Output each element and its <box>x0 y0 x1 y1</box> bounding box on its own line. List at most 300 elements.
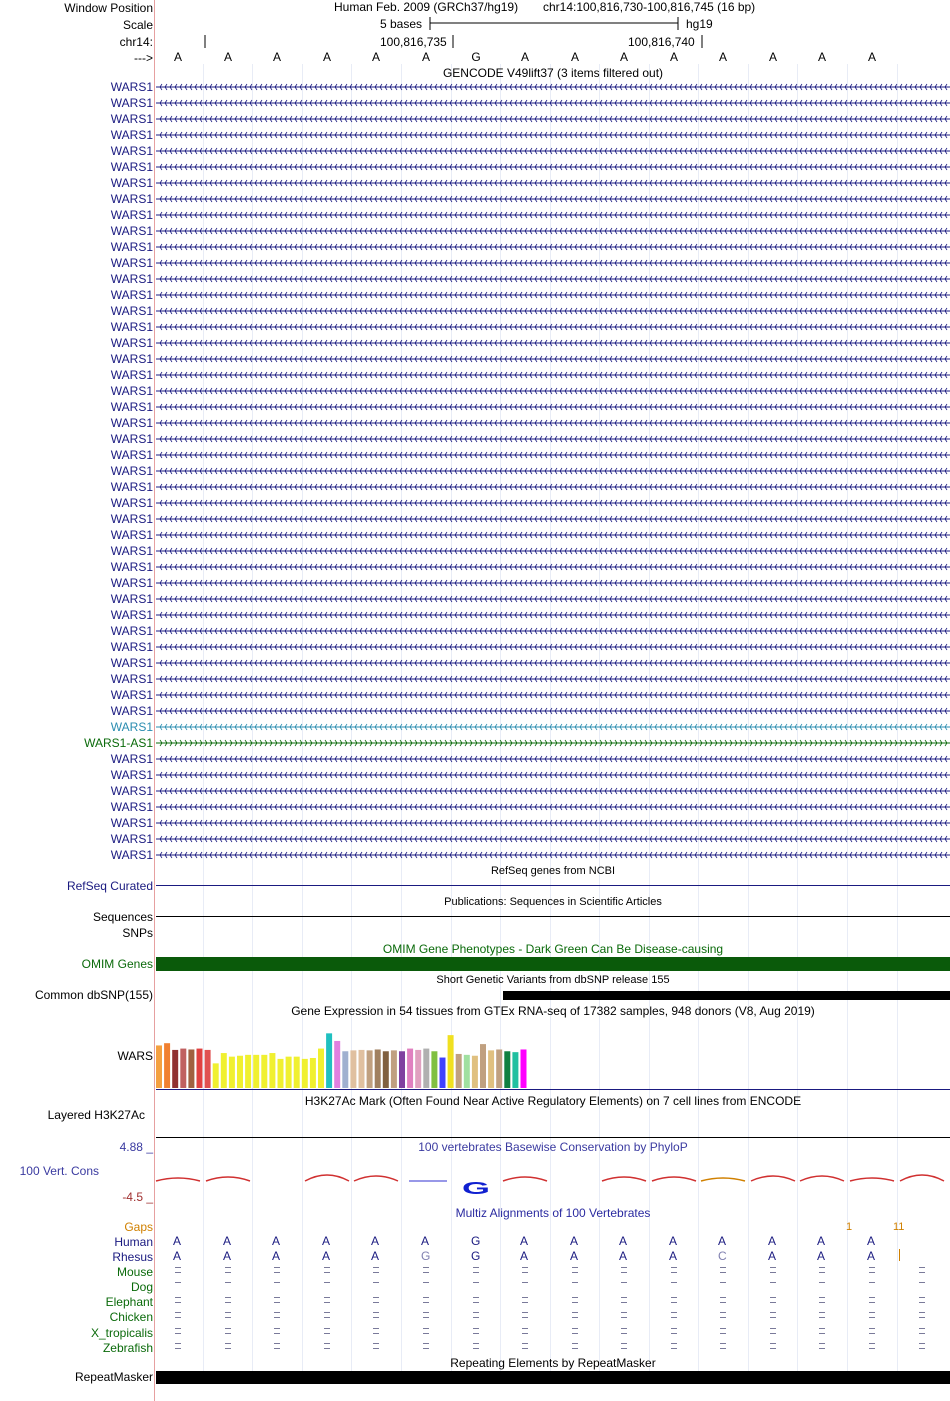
alignment-match-mark <box>671 1297 677 1303</box>
alignment-base: A <box>768 1234 777 1248</box>
gene-label[interactable]: WARS1 <box>110 512 153 526</box>
gtex-tissue-bar[interactable] <box>286 1057 292 1088</box>
gene-label[interactable]: WARS1 <box>110 352 153 366</box>
gene-label[interactable]: WARS1 <box>110 272 153 286</box>
alignment-match-mark <box>621 1328 627 1334</box>
gtex-title: Gene Expression in 54 tissues from GTEx RNA-seq of 17382 samples, 948 donors (V8, Aug 2019) <box>291 1004 815 1018</box>
alignment-base: A <box>817 1234 826 1248</box>
species-label[interactable]: Chicken <box>109 1310 153 1324</box>
alignment-match-mark <box>572 1312 578 1318</box>
sequence-base: A <box>768 50 777 64</box>
gene-label[interactable]: WARS1 <box>110 576 153 590</box>
alignment-match-mark <box>869 1282 875 1284</box>
gene-model-line[interactable] <box>156 563 950 571</box>
gtex-tissue-bar[interactable] <box>367 1050 373 1088</box>
alignment-match-mark <box>720 1312 726 1318</box>
gene-model-line[interactable] <box>156 675 950 683</box>
gene-model-line[interactable] <box>156 227 950 235</box>
gene-label[interactable]: WARS1 <box>110 384 153 398</box>
alignment-match-mark <box>175 1282 181 1284</box>
gtex-tissue-bar[interactable] <box>342 1051 348 1088</box>
phylop-score-mark <box>800 1176 844 1181</box>
alignment-match-mark <box>274 1297 280 1303</box>
gtex-tissue-bar[interactable] <box>269 1053 275 1088</box>
alignment-match-mark <box>324 1343 330 1349</box>
gene-model-line[interactable] <box>156 787 950 795</box>
alignment-match-mark <box>919 1297 925 1303</box>
gtex-tissue-bar[interactable] <box>318 1049 324 1088</box>
gtex-tissue-bar[interactable] <box>261 1055 267 1088</box>
gene-model-line[interactable] <box>156 547 950 555</box>
alignment-base: A <box>520 1234 529 1248</box>
gene-model-line[interactable] <box>156 835 950 843</box>
gene-label[interactable]: WARS1 <box>110 416 153 430</box>
gtex-tissue-bar[interactable] <box>496 1049 502 1088</box>
refseq-label[interactable]: RefSeq Curated <box>66 879 153 893</box>
alignment-match-mark <box>324 1312 330 1318</box>
alignment-match-mark <box>423 1343 429 1349</box>
gene-model-line[interactable] <box>156 659 950 667</box>
gene-label[interactable]: WARS1 <box>110 240 153 254</box>
snps-label[interactable]: SNPs <box>122 926 153 940</box>
gene-label[interactable]: WARS1 <box>110 304 153 318</box>
phylop-score-mark <box>354 1176 398 1181</box>
alignment-match-mark <box>522 1267 528 1273</box>
gene-label[interactable]: WARS1 <box>110 176 153 190</box>
gtex-tissue-bar[interactable] <box>172 1050 178 1088</box>
sequence-base: A <box>272 50 281 64</box>
gtex-tissue-bar[interactable] <box>521 1049 527 1088</box>
alignment-base: G <box>471 1249 481 1263</box>
gene-label[interactable]: WARS1 <box>110 544 153 558</box>
alignment-match-mark <box>274 1282 280 1284</box>
alignment-match-mark <box>225 1328 231 1334</box>
gap-count-2: 11 <box>893 1221 905 1233</box>
gene-label[interactable]: WARS1 <box>110 128 153 142</box>
alignment-match-mark <box>770 1328 776 1334</box>
gtex-tissue-bar[interactable] <box>188 1049 194 1088</box>
alignment-match-mark <box>671 1328 677 1334</box>
gtex-tissue-bar[interactable] <box>448 1035 454 1088</box>
alignment-match-mark <box>373 1343 379 1349</box>
gene-label[interactable]: WARS1 <box>110 400 153 414</box>
phylop-label[interactable]: 100 Vert. Cons <box>19 1164 99 1178</box>
alignment-match-mark <box>919 1267 925 1273</box>
species-label[interactable]: Human <box>114 1235 153 1249</box>
gene-model-line[interactable] <box>156 819 950 827</box>
gene-model-line[interactable] <box>156 435 950 443</box>
gtex-tissue-bar[interactable] <box>326 1033 332 1088</box>
alignment-match-mark <box>522 1312 528 1318</box>
gtex-tissue-bar[interactable] <box>504 1051 510 1088</box>
gene-model-line[interactable] <box>156 387 950 395</box>
gene-label[interactable]: WARS1 <box>110 656 153 670</box>
h3k27-title: H3K27Ac Mark (Often Found Near Active Regulatory Elements) on 7 cell lines from ENCODE <box>304 1094 802 1108</box>
gene-label[interactable]: WARS1 <box>110 192 153 206</box>
sequence-base: A <box>867 50 876 64</box>
alignment-match-mark <box>720 1267 726 1273</box>
phylop-min: -4.5 _ <box>122 1190 153 1204</box>
alignment-match-mark <box>175 1343 181 1349</box>
gene-label[interactable]: WARS1 <box>110 144 153 158</box>
gene-label[interactable]: WARS1 <box>110 528 153 542</box>
omim-bar[interactable] <box>156 957 950 971</box>
alignment-match-mark <box>819 1312 825 1318</box>
gencode-title[interactable]: GENCODE V49lift37 (3 items filtered out) <box>442 66 664 80</box>
chrom-label: chr14: <box>119 35 153 49</box>
gene-model-line[interactable] <box>156 739 950 747</box>
alignment-match-mark <box>621 1312 627 1318</box>
gene-model-line[interactable] <box>156 339 950 347</box>
gtex-tissue-bar[interactable] <box>383 1051 389 1088</box>
gtex-tissue-bar[interactable] <box>480 1044 486 1088</box>
gene-label[interactable]: WARS1 <box>110 160 153 174</box>
gene-label[interactable]: WARS1 <box>110 688 153 702</box>
sequence-base: A <box>421 50 430 64</box>
rmsk-label[interactable]: RepeatMasker <box>74 1370 153 1384</box>
sequence-base: A <box>718 50 727 64</box>
alignment-match-mark <box>572 1267 578 1273</box>
gene-model-line[interactable] <box>156 595 950 603</box>
gap-count-1: 1 <box>846 1221 853 1233</box>
gene-label[interactable]: WARS1 <box>110 112 153 126</box>
gene-label[interactable]: WARS1 <box>110 480 153 494</box>
gene-model-line[interactable] <box>156 131 950 139</box>
gene-model-line[interactable] <box>156 371 950 379</box>
gene-model-line[interactable] <box>156 531 950 539</box>
gene-label[interactable]: WARS1 <box>110 640 153 654</box>
gene-label[interactable]: WARS1 <box>110 224 153 238</box>
species-label[interactable]: Mouse <box>116 1265 153 1279</box>
phylop-logo-base: G <box>461 1178 491 1199</box>
alignment-match-mark <box>671 1312 677 1318</box>
gene-label[interactable]: WARS1 <box>110 848 153 862</box>
alignment-base: A <box>223 1249 232 1263</box>
gene-label[interactable]: WARS1 <box>110 768 153 782</box>
gene-label[interactable]: WARS1 <box>110 448 153 462</box>
gene-model-line[interactable] <box>156 755 950 763</box>
gene-model-line[interactable] <box>156 355 950 363</box>
pubs-label[interactable]: Sequences <box>92 910 153 924</box>
rmsk-bar[interactable] <box>156 1371 950 1384</box>
gene-model-line[interactable] <box>156 275 950 283</box>
gene-label[interactable]: WARS1 <box>110 496 153 510</box>
alignment-match-mark <box>274 1343 280 1349</box>
alignment-base: A <box>322 1249 331 1263</box>
gene-label[interactable]: WARS1 <box>110 464 153 478</box>
alignment-match-mark <box>869 1267 875 1273</box>
sequence-base: A <box>173 50 182 64</box>
alignment-base: A <box>570 1234 579 1248</box>
alignment-match-mark <box>819 1297 825 1303</box>
gene-model-line[interactable] <box>156 515 950 523</box>
alignment-base: A <box>173 1249 182 1263</box>
gene-model-line[interactable] <box>156 147 950 155</box>
gene-label[interactable]: WARS1 <box>110 256 153 270</box>
alignment-match-mark <box>225 1343 231 1349</box>
base-sequence-row <box>0 50 950 64</box>
gtex-tissue-bar[interactable] <box>213 1063 219 1088</box>
gene-label[interactable]: WARS1 <box>110 672 153 686</box>
gtex-tissue-bar[interactable] <box>302 1059 308 1088</box>
alignment-base: A <box>867 1234 876 1248</box>
insertion-marker <box>899 1249 900 1261</box>
alignment-match-mark <box>473 1343 479 1349</box>
gene-label[interactable]: WARS1 <box>110 208 153 222</box>
gene-model-line[interactable] <box>156 451 950 459</box>
phylop-score-mark <box>602 1177 646 1181</box>
gene-label[interactable]: WARS1 <box>110 784 153 798</box>
dbsnp-label[interactable]: Common dbSNP(155) <box>34 988 153 1002</box>
gene-label[interactable]: WARS1 <box>110 752 153 766</box>
gene-label[interactable]: WARS1 <box>110 560 153 574</box>
h3k27-baseline <box>156 1137 950 1138</box>
gtex-tissue-bar[interactable] <box>350 1050 356 1088</box>
gene-label[interactable]: WARS1 <box>110 336 153 350</box>
gene-label[interactable]: WARS1 <box>110 592 153 606</box>
alignment-match-mark <box>423 1282 429 1284</box>
alignment-base: A <box>322 1234 331 1248</box>
alignment-match-mark <box>423 1297 429 1303</box>
species-label[interactable]: X_tropicalis <box>90 1326 153 1340</box>
alignment-base: G <box>471 1234 481 1248</box>
alignment-match-mark <box>324 1328 330 1334</box>
pubs-title: Publications: Sequences in Scientific Articles <box>444 896 662 908</box>
alignment-base: A <box>272 1249 281 1263</box>
position-text[interactable]: chr14:100,816,730-100,816,745 (16 bp) <box>543 0 756 14</box>
alignment-match-mark <box>919 1328 925 1334</box>
gtex-baseline <box>156 1089 950 1090</box>
alignment-base: A <box>520 1249 529 1263</box>
gene-model-line[interactable] <box>156 115 950 123</box>
species-label[interactable]: Rhesus <box>112 1250 153 1264</box>
gtex-tissue-bar[interactable] <box>415 1050 421 1088</box>
gene-model-line[interactable] <box>156 419 950 427</box>
gene-model-line[interactable] <box>156 179 950 187</box>
gene-model-line[interactable] <box>156 691 950 699</box>
alignment-match-mark <box>919 1343 925 1349</box>
species-label[interactable]: Dog <box>130 1280 153 1294</box>
gene-label[interactable]: WARS1 <box>110 288 153 302</box>
gene-model-line[interactable] <box>156 467 950 475</box>
species-label[interactable]: Zebrafish <box>102 1341 153 1355</box>
dbsnp-bar[interactable] <box>503 991 950 1000</box>
phylop-score-mark <box>751 1176 795 1181</box>
gtex-tissue-bar[interactable] <box>431 1051 437 1088</box>
alignment-match-mark <box>522 1328 528 1334</box>
alignment-match-mark <box>770 1297 776 1303</box>
gtex-tissue-bar[interactable] <box>237 1056 243 1088</box>
gtex-tissue-bar[interactable] <box>205 1050 211 1088</box>
gene-model-line[interactable] <box>156 323 950 331</box>
alignment-match-mark <box>819 1267 825 1273</box>
dbsnp-title: Short Genetic Variants from dbSNP release 155 <box>436 974 670 986</box>
gene-label[interactable]: WARS1 <box>110 832 153 846</box>
gene-label[interactable]: WARS1 <box>110 432 153 446</box>
gene-model-line[interactable] <box>156 723 950 731</box>
sequence-base: A <box>619 50 628 64</box>
alignment-base: A <box>619 1249 628 1263</box>
gene-model-line[interactable] <box>156 643 950 651</box>
alignment-match-mark <box>720 1297 726 1303</box>
gene-model-line[interactable] <box>156 259 950 267</box>
scale-text: 5 bases <box>380 17 423 31</box>
gene-model-line[interactable] <box>156 483 950 491</box>
gtex-tissue-bar[interactable] <box>221 1053 227 1088</box>
sequence-base: A <box>371 50 380 64</box>
gene-label[interactable]: WARS1 <box>110 720 153 734</box>
gtex-tissue-bar[interactable] <box>440 1058 446 1088</box>
gene-model-line[interactable] <box>156 243 950 251</box>
gtex-tissue-bar[interactable] <box>488 1050 494 1088</box>
gene-model-line[interactable] <box>156 211 950 219</box>
alignment-match-mark <box>225 1267 231 1273</box>
phylop-title: 100 vertebrates Basewise Conservation by PhyloP <box>418 1140 688 1154</box>
gene-model-line[interactable] <box>156 611 950 619</box>
window-position-label: Window Position <box>64 1 153 15</box>
sequence-base: A <box>669 50 678 64</box>
gene-label[interactable]: WARS1 <box>110 320 153 334</box>
alignment-match-mark <box>373 1328 379 1334</box>
alignment-match-mark <box>274 1267 280 1273</box>
gene-model-line[interactable] <box>156 403 950 411</box>
gene-model-line[interactable] <box>156 99 950 107</box>
coord-2: 100,816,740 <box>628 35 695 49</box>
scale-db: hg19 <box>686 17 713 31</box>
gene-label[interactable]: WARS1 <box>110 96 153 110</box>
alignment-match-mark <box>522 1282 528 1284</box>
gene-label[interactable]: WARS1 <box>110 704 153 718</box>
gtex-tissue-bar[interactable] <box>375 1049 381 1088</box>
gtex-tissue-bar[interactable] <box>512 1052 518 1088</box>
gene-label[interactable]: WARS1 <box>110 800 153 814</box>
sequence-base: A <box>570 50 579 64</box>
phylop-plot[interactable] <box>0 1165 950 1205</box>
gtex-tissue-bar[interactable] <box>399 1051 405 1088</box>
gtex-tissue-bar[interactable] <box>278 1059 284 1088</box>
gene-label[interactable]: WARS1 <box>110 816 153 830</box>
alignment-base: A <box>421 1234 430 1248</box>
sequence-base: A <box>817 50 826 64</box>
sequence-base: A <box>223 50 232 64</box>
alignment-base: A <box>619 1234 628 1248</box>
alignment-match-mark <box>473 1282 479 1284</box>
alignment-match-mark <box>373 1297 379 1303</box>
gene-model-line[interactable] <box>156 163 950 171</box>
gaps-label[interactable]: Gaps <box>124 1220 153 1234</box>
alignment-match-mark <box>373 1267 379 1273</box>
alignment-match-mark <box>225 1312 231 1318</box>
gene-label[interactable]: WARS1 <box>110 368 153 382</box>
alignment-match-mark <box>869 1343 875 1349</box>
gtex-tissue-bar[interactable] <box>229 1057 235 1088</box>
alignment-match-mark <box>869 1312 875 1318</box>
arrow-label: ---> <box>134 51 153 65</box>
alignment-match-mark <box>522 1343 528 1349</box>
gene-model-line[interactable] <box>156 803 950 811</box>
gtex-tissue-bar[interactable] <box>294 1057 300 1088</box>
alignment-match-mark <box>621 1267 627 1273</box>
alignment-match-mark <box>522 1297 528 1303</box>
gene-model-line[interactable] <box>156 627 950 635</box>
alignment-match-mark <box>225 1297 231 1303</box>
gtex-tissue-bar[interactable] <box>391 1050 397 1088</box>
gtex-tissue-bar[interactable] <box>472 1056 478 1088</box>
alignment-match-mark <box>175 1328 181 1334</box>
gtex-tissue-bar[interactable] <box>464 1055 470 1088</box>
gtex-tissue-bar[interactable] <box>334 1041 340 1088</box>
gtex-tissue-bar[interactable] <box>156 1045 162 1088</box>
gene-label[interactable]: WARS1-AS1 <box>84 736 153 750</box>
alignment-match-mark <box>274 1328 280 1334</box>
gtex-bars[interactable] <box>0 1018 950 1090</box>
alignment-base: A <box>669 1234 678 1248</box>
alignment-base: A <box>867 1249 876 1263</box>
alignment-match-mark <box>572 1328 578 1334</box>
alignment-match-mark <box>423 1328 429 1334</box>
alignment-base: A <box>669 1249 678 1263</box>
gene-model-line[interactable] <box>156 499 950 507</box>
h3k27-label[interactable]: Layered H3K27Ac <box>47 1108 145 1122</box>
gene-model-line[interactable] <box>156 83 950 91</box>
species-label[interactable]: Elephant <box>105 1295 153 1309</box>
gtex-tissue-bar[interactable] <box>423 1049 429 1088</box>
phylop-score-mark <box>652 1177 696 1181</box>
gtex-tissue-bar[interactable] <box>180 1049 186 1088</box>
alignment-match-mark <box>473 1312 479 1318</box>
gene-label[interactable]: WARS1 <box>110 608 153 622</box>
gene-label[interactable]: WARS1 <box>110 624 153 638</box>
gene-model-line[interactable] <box>156 851 950 859</box>
gtex-tissue-bar[interactable] <box>359 1050 365 1088</box>
gtex-tissue-bar[interactable] <box>197 1049 203 1088</box>
gene-model-line[interactable] <box>156 579 950 587</box>
alignment-base: A <box>223 1234 232 1248</box>
gene-model-line[interactable] <box>156 771 950 779</box>
alignment-base: A <box>272 1234 281 1248</box>
omim-title: OMIM Gene Phenotypes - Dark Green Can Be Disease-causing <box>382 942 724 956</box>
gene-model-line[interactable] <box>156 291 950 299</box>
alignment-base: G <box>421 1249 431 1263</box>
alignment-match-mark <box>324 1297 330 1303</box>
assembly-title: Human Feb. 2009 (GRCh37/hg19) <box>334 0 519 14</box>
gene-model-line[interactable] <box>156 307 950 315</box>
alignment-match-mark <box>720 1343 726 1349</box>
alignment-match-mark <box>919 1282 925 1284</box>
gene-model-line[interactable] <box>156 195 950 203</box>
omim-label[interactable]: OMIM Genes <box>81 957 153 971</box>
gene-label[interactable]: WARS1 <box>110 80 153 94</box>
gtex-tissue-bar[interactable] <box>253 1055 259 1088</box>
gtex-tissue-bar[interactable] <box>245 1055 251 1088</box>
alignment-match-mark <box>274 1312 280 1318</box>
gtex-label[interactable]: WARS <box>117 1049 153 1063</box>
alignment-match-mark <box>720 1328 726 1334</box>
alignment-match-mark <box>720 1282 726 1284</box>
alignment-match-mark <box>919 1312 925 1318</box>
multiz-title: Multiz Alignments of 100 Vertebrates <box>455 1206 651 1220</box>
gene-model-line[interactable] <box>156 707 950 715</box>
alignment-match-mark <box>770 1312 776 1318</box>
gtex-tissue-bar[interactable] <box>456 1054 462 1088</box>
gtex-tissue-bar[interactable] <box>310 1058 316 1088</box>
gtex-tissue-bar[interactable] <box>164 1043 170 1088</box>
gtex-tissue-bar[interactable] <box>407 1049 413 1088</box>
phylop-score-mark <box>850 1178 894 1181</box>
alignment-base: A <box>371 1234 380 1248</box>
phylop-score-mark <box>156 1178 200 1181</box>
alignment-match-mark <box>423 1267 429 1273</box>
